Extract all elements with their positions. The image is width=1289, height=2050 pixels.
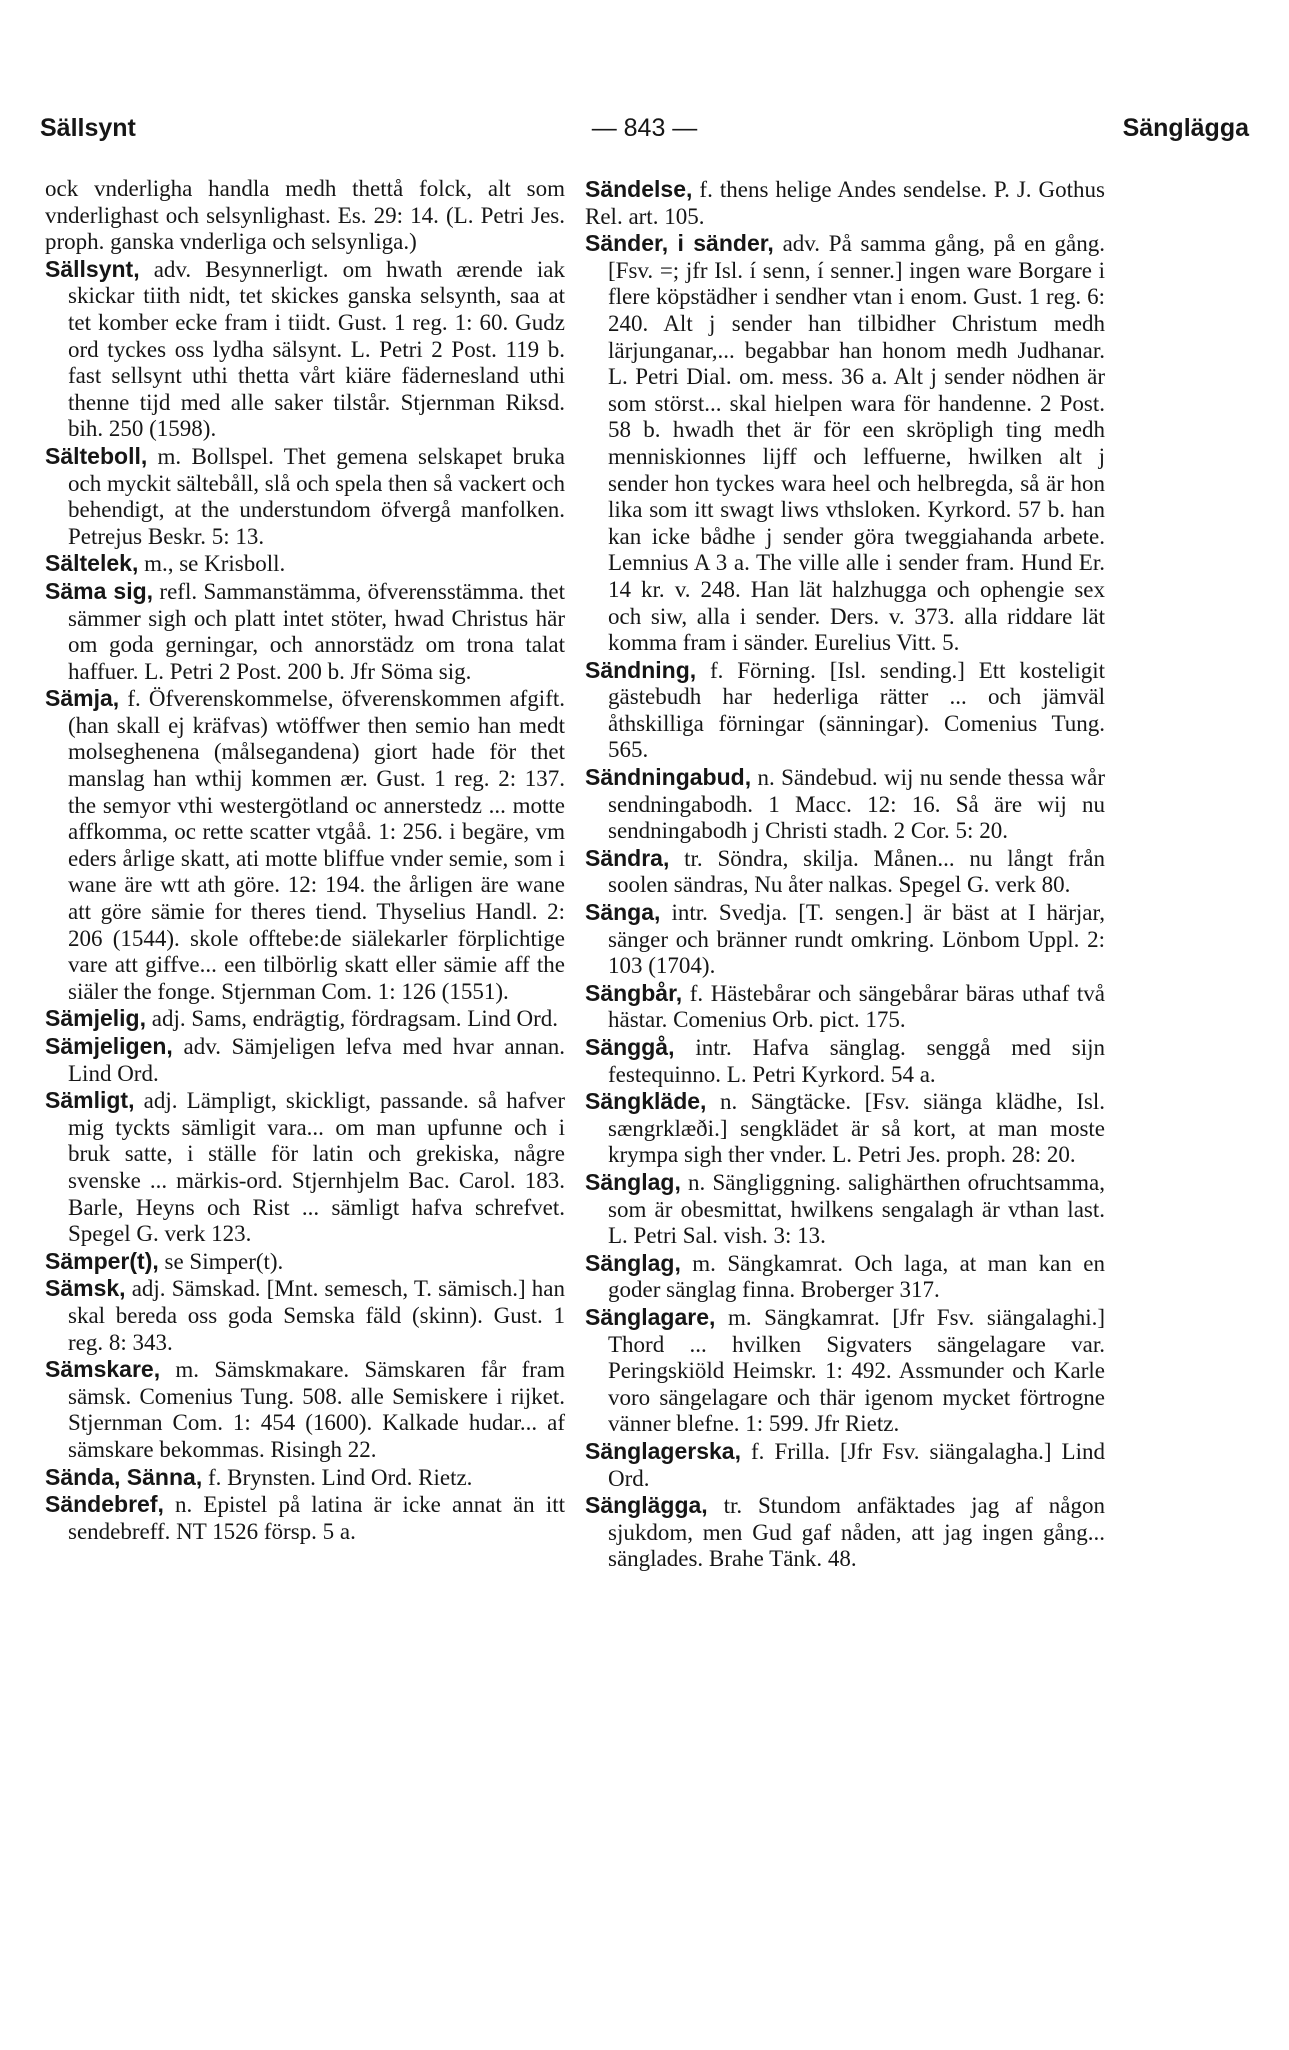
entry-text: n. Sängtäcke. [Fsv. siänga klädhe, Isl. sængrklæði.] sengklädet är så kort, at man moste krympa sigh ther vnder. L. Petri Jes. proph. 28: 20. [608,1089,1105,1168]
dictionary-entry [585,899,1105,980]
entry-text: adv. Besynnerligt. om hwath ærende iak skickar tiith nidt, tet skickes ganska selsynth, saa at tet komber ecke fram i tiidt. Gust. 1 reg. 1: 60. Gudz ord tyckes oss lydha sälsynt. L. Petri 2 Post. 119 b. fast sellsynt uthi thetta vårt kiäre fädernesland uthi thenne tijd med alle saker tilstår. Stjernman Riksd. bih. 250 (1598). [68,256,565,442]
dictionary-entry [45,1356,565,1463]
entry-text: intr. Svedja. [T. sengen.] är bäst at I härjar, sänger och bränner rundt omkring. Lönbom Uppl. 2: 103 (1704). [608,900,1105,979]
dictionary-entry [45,550,565,578]
right-column [585,176,1105,1573]
entry-headword: Sändelse, [585,176,693,202]
entry-text: m. Bollspel. Thet gemena selskapet bruka och myckit sältebåll, slå och spela then så vackert och behendigt, at the understundom öfvergå manfolken. Petrejus Beskr. 5: 13. [68,443,566,549]
entry-text: f. thens helige Andes sendelse. P. J. Gothus Rel. art. 105. [585,177,1106,229]
entry-text: tr. Stundom anfäktades jag af någon sjukdom, men Gud gaf nåden, att jag ingen gång... sänglades. Brahe Tänk. 48. [608,1493,1105,1572]
dictionary-entry [45,1248,565,1276]
dictionary-entry [585,1492,1105,1573]
entry-text: ock vnderligha handla medh thettå folck, alt som vnderlighast och selsynlighast. Es. 29: 14. (L. Petri Jes. proph. ganska vnderliga och selsynliga.) [45,176,565,255]
entry-headword: Sämligt, [45,1087,135,1114]
dictionary-entry [585,1250,1105,1304]
entry-headword: Sändebref, [45,1491,164,1518]
entry-text: f. Brynsten. Lind Ord. Rietz. [207,1464,473,1490]
entry-headword: Sänga, [585,899,661,926]
left-column [45,176,565,1545]
dictionary-entry [45,685,565,1005]
dictionary-entry [45,1033,565,1087]
dictionary-entry [45,1491,565,1545]
entry-headword: Sällsynt, [45,255,140,282]
entry-headword: Sänglag, [585,1168,681,1195]
page-header [40,108,1249,148]
entry-headword: Sämjeligen, [45,1033,173,1059]
entry-headword: Sänglagerska, [585,1437,741,1464]
entry-text: refl. Sammanstämma, öfverensstämma. thet sämmer sigh och platt intet stöter, hwad Christus här om goda gerningar, och annorstädz om trona talat haffuer. L. Petri 2 Post. 200 b. Jfr Söma sig. [68,578,565,684]
entry-text: m. Sängkamrat. Och laga, at man kan en goder sänglag finna. Broberger 317. [608,1250,1105,1303]
dictionary-entry [45,578,565,685]
entry-headword: Sändra, [585,844,670,871]
entry-headword: Sämja, [45,685,120,712]
entry-headword: Sängbår, [585,979,683,1006]
entry-headword: Sändningabud, [585,764,752,791]
entry-headword: Sämskare, [45,1356,161,1383]
entry-text: m., se Krisboll. [144,551,286,577]
dictionary-entry [585,764,1105,845]
dictionary-entry [585,657,1105,764]
dictionary-entry [585,230,1105,657]
entry-headword: Sänglag, [585,1249,681,1276]
dictionary-entry [45,256,565,443]
entry-text: n. Sändebud. wij nu sende thessa wår sendningabodh. 1 Macc. 12: 16. Så äre wij nu sendningabodh j Christi stadh. 2 Cor. 5: 20. [608,765,1105,844]
dictionary-entry [585,1304,1105,1438]
dictionary-entry [585,1438,1105,1492]
entry-text: n. Epistel på latina är icke annat än itt sendebreff. NT 1526 försp. 5 a. [68,1492,565,1544]
header-last-word: Sänglägga [1122,114,1249,142]
entry-text: adj. Sämskad. [Mnt. semesch, T. sämisch.] han skal bereda oss goda Semska fäld (skinn). Gust. 1 reg. 8: 343. [68,1276,565,1355]
header-first-word: Sällsynt [40,114,136,142]
entry-text: adj. Sams, endrägtig, fördragsam. Lind Ord. [151,1006,558,1032]
entry-headword: Sältelek, [45,550,139,577]
entry-headword: Sändning, [585,656,697,683]
entry-text: tr. Söndra, skilja. Månen... nu långt från soolen sändras, Nu åter nalkas. Spegel G. verk 80. [608,845,1105,898]
entry-text: f. Öfverenskommelse, öfverenskommen afgift. (han skall ej kräfvas) wtöffwer then semio han medt molseghenena (målsegandena) giort hade för thet manslag han wthij kommen ær. Gust. 1 reg. 2: 137. the semyor vthi westergötland oc annerstedz ... motte affkomma, oc rette scatter vtgåå. 1: 256. i begäre, vm eders årlige skatt, ati motte bliffue vnder semie, som i wane äre wtt ath göre. 12: 194. the årligen äre wane att göre sämie for theres tiend. Thyselius Handl. 2: 206 (1544). skole offtebe:de siälekarler förplichtige vare att giffve... een tilbörlig skatt eller sämie aff the siäler the fonge. Stjernman Com. 1: 126 (1551). [68,686,565,1004]
entry-text: f. Frilla. [Jfr Fsv. siängalagha.] Lind Ord. [608,1438,1105,1491]
dictionary-entry [45,1005,565,1033]
dictionary-entry [45,1464,565,1492]
entry-headword: Sänggå, [585,1034,675,1060]
entry-headword: Sämsk, [45,1275,126,1302]
entry-headword: Sängkläde, [585,1088,707,1115]
entry-text: n. Sängliggning. salighärthen ofruchtsamma, som är obesmittat, hwilkens sengalagh är vthan last. L. Petri Sal. vish. 3: 13. [608,1169,1105,1249]
dictionary-entry [45,1087,565,1248]
dictionary-entry [45,443,565,550]
entry-headword: Sämper(t), [45,1247,159,1274]
entry-text: m. Sämskmakare. Sämskaren får fram sämsk. Comenius Tung. 508. alle Semiskere i rijket. Stjernman Com. 1: 454 (1600). Kalkade hudar... af sämskare bekommas. Risingh 22. [68,1357,565,1462]
entry-text: se Simper(t). [164,1248,284,1274]
entry-headword: Säma sig, [45,577,154,604]
dictionary-entry [585,980,1105,1034]
entry-headword: Sända, Sänna, [45,1463,203,1490]
entry-headword: Sänglagare, [585,1303,716,1330]
entry-text: intr. Hafva sänglag. senggå med sijn festequinno. L. Petri Kyrkord. 54 a. [608,1035,1106,1087]
entry-text: adj. Lämpligt, skickligt, passande. så hafver mig tyckts sämligit vara... om man upfunne och i bruk satte, i ställe för latin och grekiska, någre svenske ... märkis-ord. Stjernhjelm Bac. Carol. 183. Barle, Heyns och Rist ... sämligt hafva schrefvet. Spegel G. verk 123. [68,1088,566,1247]
dictionary-entry [585,1088,1105,1169]
entry-text: adv. Sämjeligen lefva med hvar annan. Lind Ord. [68,1034,565,1086]
dictionary-entry [45,1275,565,1356]
dictionary-entry [585,1169,1105,1250]
entry-headword: Sämjelig, [45,1005,146,1032]
dictionary-entry [585,1034,1105,1088]
entry-headword: Sänder, i sänder, [585,230,774,257]
entry-text: f. Förning. [Isl. sending.] Ett kosteligit gästebudh har hederliga rätter ... och jämväl åthskilliga förningar (sänningar). Comenius Tung. 565. [608,657,1106,763]
dictionary-entry [45,176,565,256]
dictionary-entry [585,176,1105,230]
dictionary-entry [585,845,1105,899]
page-number: — 843 — [591,114,698,142]
entry-text: m. Sängkamrat. [Jfr Fsv. siängalaghi.] Thord ... hvilken Sigvaters sängelagare var. Peringskiöld Heimskr. 1: 492. Assmunder och Karle voro sängelagare och thär igenom mycket förtrogne vänner blefne. 1: 599. Jfr Rietz. [608,1304,1105,1437]
entry-headword: Sänglägga, [585,1492,708,1519]
entry-text: adv. På samma gång, på en gång. [Fsv. =; jfr Isl. í senn, í senner.] ingen ware Borgare i flere köpstädher i sendher vtan i enom. Gust. 1 reg. 6: 240. Alt j sender han tilbidher Christum medh lärjunganar,... begabbar han honom medh Judhanar. L. Petri Dial. om. mess. 36 a. Alt j sender nödhen är som störst... skal hielpen wara för handenne. 2 Post. 58 b. hwadh thet är för een skröpligh ting medh menniskionnes lijff och leffuerne, hwilken alt j sender hon tyckes wara heel och helbregda, så är hon lika som itt swagt liws vthsloken. Kyrkord. 57 b. han kan icke bådhe j sender göra tweggiahanda arbete. Lemnius A 3 a. The ville alle i sender fram. Hund Er. 14 kr. v. 248. Han lät halzhugga och ophengie sex och siw, alla i sender. Ders. v. 373. alla riddare lät komma fram i sänder. Eurelius Vitt. 5. [608,231,1105,656]
entry-headword: Sälteboll, [45,442,148,469]
entry-text: f. Hästebårar och sängebårar bäras uthaf två hästar. Comenius Orb. pict. 175. [608,980,1105,1033]
